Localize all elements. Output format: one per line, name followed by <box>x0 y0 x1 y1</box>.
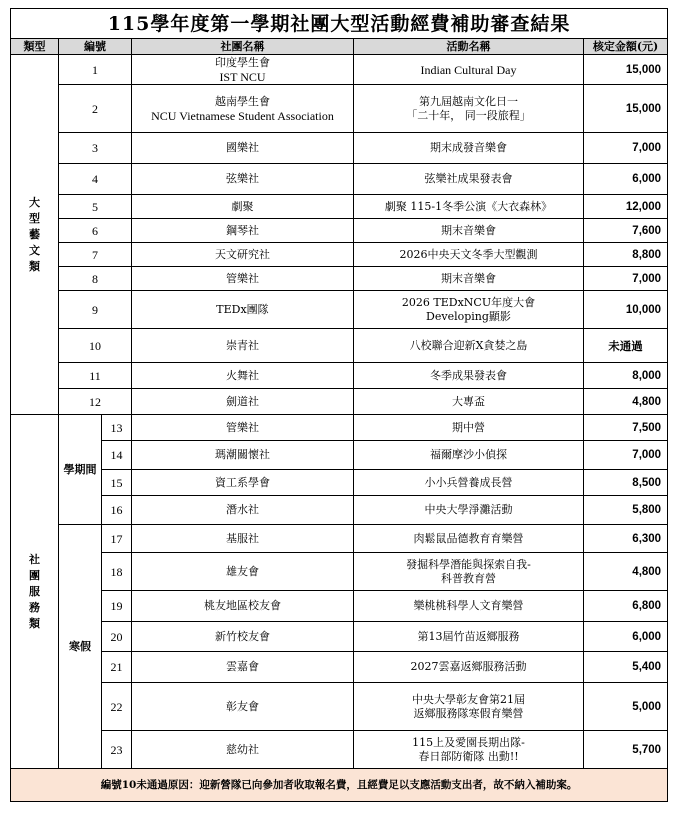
row-number: 4 <box>59 164 132 195</box>
row-number: 19 <box>102 591 132 622</box>
club-name-line: 彰友會 <box>226 699 259 713</box>
approved-amount: 5,000 <box>584 683 668 731</box>
table-row <box>11 363 668 389</box>
approved-amount: 7,000 <box>584 441 668 470</box>
category-service-label <box>11 415 59 769</box>
header-approved-amount: 核定金額(元) <box>584 39 668 55</box>
activity-name <box>354 683 584 731</box>
table-row <box>11 415 668 441</box>
club-name-line: 鋼琴社 <box>226 223 259 237</box>
activity-name <box>354 470 584 496</box>
row-number: 21 <box>102 652 132 683</box>
row-number: 12 <box>59 389 132 415</box>
club-name <box>132 525 354 553</box>
activity-name <box>354 525 584 553</box>
table-row <box>11 291 668 329</box>
activity-name-line: 福爾摩沙小偵探 <box>430 448 507 461</box>
header-number: 編號 <box>59 39 132 55</box>
row-number: 18 <box>102 553 132 591</box>
club-name <box>132 683 354 731</box>
club-name-line: 潛水社 <box>226 503 259 516</box>
club-name-line: 管樂社 <box>226 420 259 434</box>
activity-name-line: 樂桃桃科學人文育樂營 <box>413 599 524 612</box>
table-row <box>11 683 668 731</box>
subcategory-semester: 學期間 <box>59 415 102 525</box>
activity-name-line: 期末音樂會 <box>441 223 496 237</box>
category-arts-label-char: 型 <box>29 211 40 225</box>
approved-amount: 7,500 <box>584 415 668 441</box>
results-document <box>10 8 667 802</box>
approved-amount: 5,700 <box>584 731 668 769</box>
header-type: 類型 <box>11 39 59 55</box>
club-name-line: 越南學生會 <box>215 94 270 108</box>
row-number: 22 <box>102 683 132 731</box>
club-name-line: 劇聚 <box>231 199 254 213</box>
club-name-line: 慈幼社 <box>226 742 259 756</box>
club-name-line: 雲嘉會 <box>226 660 259 673</box>
club-name-line: 劍道社 <box>226 394 259 408</box>
activity-name <box>354 731 584 769</box>
activity-name-line: 中央大學彰友會第21屆 <box>412 692 525 706</box>
club-name <box>132 553 354 591</box>
activity-name <box>354 291 584 329</box>
activity-name <box>354 415 584 441</box>
category-service-label-char: 團 <box>29 568 40 582</box>
table-row <box>11 525 668 553</box>
table-row <box>11 496 668 525</box>
row-number: 11 <box>59 363 132 389</box>
club-name-line: 印度學生會 <box>215 55 270 69</box>
activity-name-line: 期末音樂會 <box>441 271 496 285</box>
row-number: 10 <box>59 329 132 363</box>
activity-name <box>354 195 584 219</box>
table-row <box>11 470 668 496</box>
table-row <box>11 731 668 769</box>
club-name <box>132 496 354 525</box>
club-name-line: 管樂社 <box>226 271 259 285</box>
club-name <box>132 470 354 496</box>
category-arts-label-char: 藝 <box>29 227 40 241</box>
activity-name <box>354 267 584 291</box>
category-service-label-char: 類 <box>29 616 40 630</box>
row-number: 16 <box>102 496 132 525</box>
activity-name-line: 大專盃 <box>452 394 485 408</box>
club-name <box>132 55 354 85</box>
approved-amount: 4,800 <box>584 553 668 591</box>
activity-name-line: 冬季成果發表會 <box>430 368 507 382</box>
row-number: 2 <box>59 85 132 133</box>
approved-amount: 7,000 <box>584 133 668 164</box>
activity-name-line: 第九屆越南文化日一 <box>419 94 518 108</box>
activity-name <box>354 133 584 164</box>
category-service-label-char: 服 <box>29 584 40 598</box>
category-arts-label <box>11 55 59 415</box>
activity-name-line: 肉鬆鼠品德教育育樂營 <box>413 531 524 545</box>
row-number: 6 <box>59 219 132 243</box>
activity-name <box>354 591 584 622</box>
row-number: 5 <box>59 195 132 219</box>
activity-name-line: 八校聯合迎新X貪婪之島 <box>409 338 528 352</box>
club-name <box>132 415 354 441</box>
activity-name <box>354 389 584 415</box>
club-name-line: 新竹校友會 <box>215 629 270 643</box>
approved-amount: 8,800 <box>584 243 668 267</box>
activity-name-line: 科普教育營 <box>441 571 496 585</box>
club-name <box>132 329 354 363</box>
approved-amount: 6,000 <box>584 164 668 195</box>
activity-name <box>354 219 584 243</box>
club-name-line: TEDx團隊 <box>216 302 269 316</box>
club-name <box>132 219 354 243</box>
row-number: 14 <box>102 441 132 470</box>
club-name-line: 國樂社 <box>226 141 259 154</box>
activity-name <box>354 441 584 470</box>
row-number: 9 <box>59 291 132 329</box>
table-row <box>11 55 668 85</box>
table-row <box>11 329 668 363</box>
row-number: 23 <box>102 731 132 769</box>
club-name-line: 瑪潮關懷社 <box>215 448 270 461</box>
approved-amount: 6,000 <box>584 622 668 652</box>
activity-name-line: 弦樂社成果發表會 <box>424 172 513 185</box>
subcategory-winter: 寒假 <box>59 525 102 769</box>
row-number: 7 <box>59 243 132 267</box>
club-name-line: NCU Vietnamese Student Association <box>151 108 334 123</box>
club-name <box>132 195 354 219</box>
approved-amount: 4,800 <box>584 389 668 415</box>
activity-name-line: 2026 TEDxNCU年度大會 <box>401 295 536 309</box>
row-number: 8 <box>59 267 132 291</box>
category-service-label-char: 務 <box>29 600 40 614</box>
activity-name <box>354 496 584 525</box>
table-row <box>11 389 668 415</box>
activity-name <box>354 652 584 683</box>
club-name <box>132 622 354 652</box>
table-row <box>11 441 668 470</box>
activity-name <box>354 363 584 389</box>
club-name <box>132 652 354 683</box>
approved-amount: 6,800 <box>584 591 668 622</box>
club-name-line: 雄友會 <box>226 564 259 578</box>
activity-name <box>354 164 584 195</box>
activity-name-line: 劇聚 115-1冬季公演《大衣森林》 <box>384 199 553 213</box>
header-activity-name: 活動名稱 <box>354 39 584 55</box>
club-name <box>132 389 354 415</box>
category-service-label-char: 社 <box>29 552 40 566</box>
club-name <box>132 164 354 195</box>
footnote: 編號10未通過原因：迎新營隊已向參加者收取報名費，且經費足以支應活動支出者，故不納入補助案。 <box>11 769 668 802</box>
club-name <box>132 731 354 769</box>
activity-name-line: Developing顯影 <box>426 309 511 323</box>
approved-amount: 8,500 <box>584 470 668 496</box>
category-arts-label-char: 文 <box>29 243 40 257</box>
club-name-line: 桃友地區校友會 <box>204 599 281 612</box>
footnote-row <box>11 769 668 802</box>
activity-name-line: 期末成發音樂會 <box>430 141 507 154</box>
table-row <box>11 219 668 243</box>
activity-name-line: 「二十年， 同一段旅程」 <box>406 108 531 122</box>
activity-name-line: 2026中央天文冬季大型觀測 <box>399 247 538 261</box>
row-number: 15 <box>102 470 132 496</box>
club-name-line: 天文研究社 <box>215 247 270 261</box>
approved-amount: 10,000 <box>584 291 668 329</box>
club-name <box>132 267 354 291</box>
activity-name-line: Indian Cultural Day <box>420 62 517 77</box>
table-row <box>11 652 668 683</box>
club-name-line: 崇青社 <box>226 338 259 352</box>
table-row <box>11 164 668 195</box>
activity-name-line: 發掘科學潛能與探索自我- <box>406 557 531 571</box>
activity-name <box>354 329 584 363</box>
amount-not-approved: 未通過 <box>584 329 668 363</box>
club-name <box>132 243 354 267</box>
table-row <box>11 243 668 267</box>
results-table <box>10 8 668 802</box>
approved-amount: 12,000 <box>584 195 668 219</box>
table-row <box>11 591 668 622</box>
table-row <box>11 622 668 652</box>
approved-amount: 5,800 <box>584 496 668 525</box>
activity-name-line: 春日部防衛隊 出動!! <box>418 749 519 763</box>
club-name <box>132 591 354 622</box>
approved-amount: 5,400 <box>584 652 668 683</box>
approved-amount: 6,300 <box>584 525 668 553</box>
club-name-line: 基服社 <box>226 531 259 545</box>
activity-name-line: 返鄉服務隊寒假育樂營 <box>413 706 524 720</box>
activity-name <box>354 553 584 591</box>
row-number: 3 <box>59 133 132 164</box>
header-row <box>11 39 668 55</box>
activity-name-line: 期中營 <box>452 420 485 434</box>
activity-name <box>354 55 584 85</box>
category-arts-label-char: 類 <box>29 259 40 273</box>
approved-amount: 8,000 <box>584 363 668 389</box>
row-number: 20 <box>102 622 132 652</box>
approved-amount: 7,000 <box>584 267 668 291</box>
approved-amount: 15,000 <box>584 55 668 85</box>
table-row <box>11 85 668 133</box>
activity-name <box>354 243 584 267</box>
activity-name-line: 小小兵營養成長營 <box>424 475 513 489</box>
row-number: 1 <box>59 55 132 85</box>
club-name <box>132 85 354 133</box>
row-number: 13 <box>102 415 132 441</box>
club-name <box>132 363 354 389</box>
activity-name-line: 第13屆竹苗返鄉服務 <box>417 629 520 643</box>
table-row <box>11 195 668 219</box>
document-title: 115學年度第一學期社團大型活動經費補助審查結果 <box>11 9 668 39</box>
table-row <box>11 133 668 164</box>
activity-name-line: 115上及愛園長期出隊- <box>412 735 525 749</box>
approved-amount: 15,000 <box>584 85 668 133</box>
category-arts-label-char: 大 <box>29 195 40 209</box>
activity-name <box>354 85 584 133</box>
table-row <box>11 267 668 291</box>
activity-name <box>354 622 584 652</box>
club-name-line: 火舞社 <box>226 368 259 382</box>
row-number: 17 <box>102 525 132 553</box>
approved-amount: 7,600 <box>584 219 668 243</box>
club-name-line: 弦樂社 <box>226 172 259 185</box>
table-row <box>11 553 668 591</box>
activity-name-line: 2027雲嘉返鄉服務活動 <box>410 660 527 673</box>
header-club-name: 社團名稱 <box>132 39 354 55</box>
club-name-line: IST NCU <box>219 69 266 84</box>
club-name <box>132 291 354 329</box>
club-name <box>132 441 354 470</box>
club-name-line: 資工系學會 <box>215 475 270 489</box>
activity-name-line: 中央大學淨灘活動 <box>424 503 513 516</box>
club-name <box>132 133 354 164</box>
